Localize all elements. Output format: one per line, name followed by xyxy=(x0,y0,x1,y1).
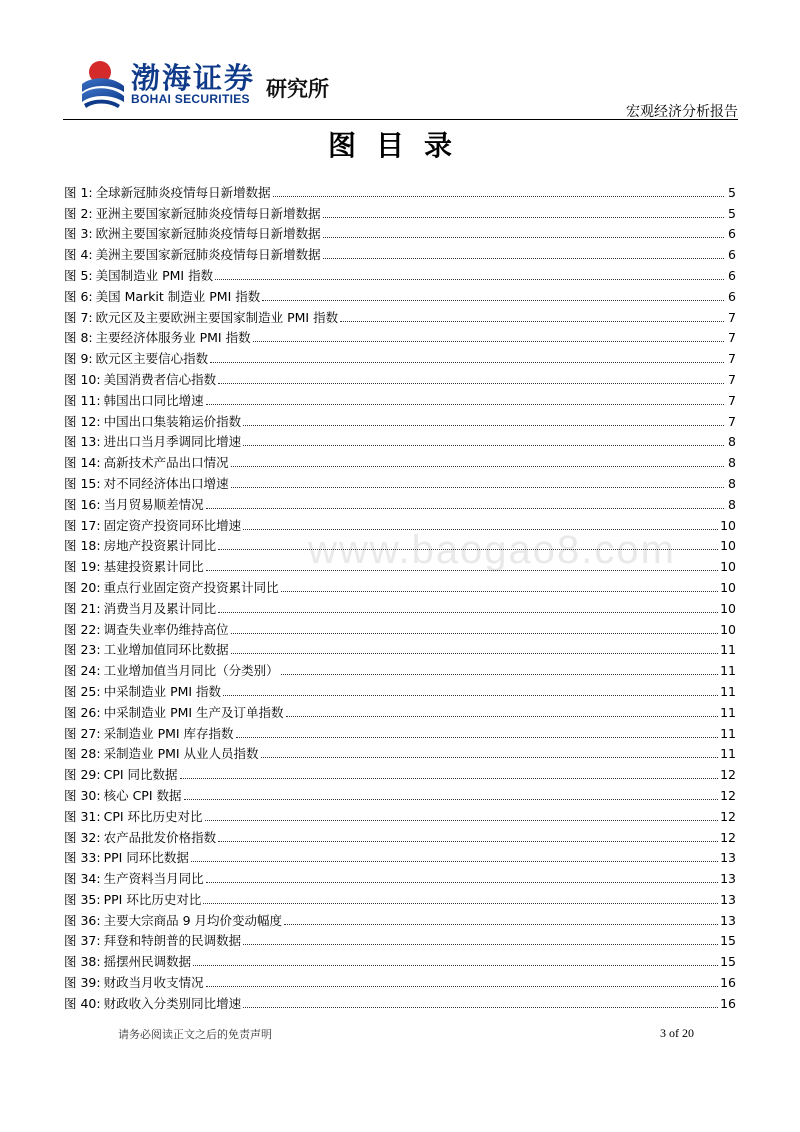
toc-dot-leader xyxy=(218,612,718,613)
toc-entry-page: 10 xyxy=(720,621,736,637)
toc-entry-label: 图 16: xyxy=(64,496,101,512)
toc-entry[interactable] xyxy=(64,284,736,305)
toc-entry[interactable] xyxy=(64,866,736,887)
toc-entry[interactable] xyxy=(64,887,736,908)
toc-entry[interactable] xyxy=(64,617,736,638)
toc-entry-title: 进出口当月季调同比增速 xyxy=(103,434,242,450)
toc-entry-label: 图 35: xyxy=(64,891,101,907)
toc-entry-title: 财政收入分类别同比增速 xyxy=(103,995,242,1011)
toc-entry-page: 12 xyxy=(720,808,736,824)
page-header xyxy=(0,0,800,125)
toc-entry-title: 欧洲主要国家新冠肺炎疫情每日新增数据 xyxy=(95,226,321,242)
toc-dot-leader xyxy=(323,217,724,218)
toc-entry-page: 8 xyxy=(728,496,736,512)
toc-entry-title: 拜登和特朗普的民调数据 xyxy=(103,933,242,949)
toc-entry[interactable] xyxy=(64,222,736,243)
toc-entry-page: 11 xyxy=(720,683,736,699)
report-type: 宏观经济分析报告 xyxy=(626,104,738,120)
toc-entry-page: 7 xyxy=(728,371,736,387)
toc-entry-label: 图 24: xyxy=(64,663,101,679)
toc-entry-title: 中采制造业 PMI 生产及订单指数 xyxy=(103,704,284,720)
toc-entry-page: 6 xyxy=(728,226,736,242)
toc-entry-label: 图 39: xyxy=(64,975,101,991)
toc-entry[interactable] xyxy=(64,388,736,409)
toc-entry-page: 8 xyxy=(728,455,736,471)
toc-entry-label: 图 11: xyxy=(64,392,101,408)
toc-entry[interactable] xyxy=(64,471,736,492)
toc-entry[interactable] xyxy=(64,762,736,783)
figure-list xyxy=(64,180,736,1012)
toc-entry-page: 10 xyxy=(720,517,736,533)
toc-entry-title: 固定资产投资同环比增速 xyxy=(103,517,242,533)
toc-dot-leader xyxy=(273,196,724,197)
toc-entry-page: 12 xyxy=(720,829,736,845)
toc-entry-page: 7 xyxy=(728,330,736,346)
toc-dot-leader xyxy=(243,944,718,945)
toc-entry[interactable] xyxy=(64,554,736,575)
toc-entry[interactable] xyxy=(64,846,736,867)
toc-entry[interactable] xyxy=(64,305,736,326)
toc-entry-page: 13 xyxy=(720,850,736,866)
toc-entry[interactable] xyxy=(64,949,736,970)
toc-entry-title: 全球新冠肺炎疫情每日新增数据 xyxy=(95,184,271,200)
toc-entry-page: 11 xyxy=(720,642,736,658)
toc-entry-title: CPI 同比数据 xyxy=(103,767,178,783)
toc-dot-leader xyxy=(261,757,719,758)
toc-entry-page: 7 xyxy=(728,351,736,367)
toc-entry-label: 图 31: xyxy=(64,808,101,824)
toc-entry-page: 16 xyxy=(720,995,736,1011)
toc-entry-page: 11 xyxy=(720,663,736,679)
toc-entry[interactable] xyxy=(64,492,736,513)
toc-entry-label: 图 30: xyxy=(64,787,101,803)
toc-entry-title: PPI 环比历史对比 xyxy=(103,891,202,907)
company-name-en: BOHAI SECURITIES xyxy=(131,92,250,106)
toc-entry-label: 图 25: xyxy=(64,683,101,699)
toc-entry-title: 房地产投资累计同比 xyxy=(103,538,217,554)
toc-entry-title: 基建投资累计同比 xyxy=(103,559,204,575)
toc-dot-leader xyxy=(284,924,718,925)
toc-entry-label: 图 37: xyxy=(64,933,101,949)
toc-entry[interactable] xyxy=(64,700,736,721)
toc-entry-label: 图 36: xyxy=(64,912,101,928)
toc-entry[interactable] xyxy=(64,638,736,659)
toc-entry-label: 图 6: xyxy=(64,288,93,304)
toc-entry-label: 图 18: xyxy=(64,538,101,554)
toc-entry[interactable] xyxy=(64,367,736,388)
header-divider xyxy=(63,119,738,120)
toc-entry-title: 采制造业 PMI 库存指数 xyxy=(103,725,234,741)
toc-entry-page: 10 xyxy=(720,559,736,575)
toc-entry-label: 图 8: xyxy=(64,330,93,346)
toc-entry[interactable] xyxy=(64,908,736,929)
toc-entry-title: 对不同经济体出口增速 xyxy=(103,475,229,491)
toc-entry[interactable] xyxy=(64,180,736,201)
company-name-cn: 渤海证券 xyxy=(131,61,256,95)
toc-dot-leader xyxy=(203,903,718,904)
toc-entry-title: 当月贸易顺差情况 xyxy=(103,496,204,512)
toc-dot-leader xyxy=(210,362,724,363)
toc-entry-title: 欧元区主要信心指数 xyxy=(95,351,209,367)
toc-entry-label: 图 4: xyxy=(64,247,93,263)
toc-entry-label: 图 17: xyxy=(64,517,101,533)
toc-entry-label: 图 26: xyxy=(64,704,101,720)
toc-entry-label: 图 10: xyxy=(64,371,101,387)
toc-entry-title: 韩国出口同比增速 xyxy=(103,392,204,408)
toc-entry-page: 7 xyxy=(728,392,736,408)
toc-entry[interactable] xyxy=(64,742,736,763)
toc-entry-page: 15 xyxy=(720,954,736,970)
toc-entry-title: 亚洲主要国家新冠肺炎疫情每日新增数据 xyxy=(95,205,321,221)
toc-entry-page: 8 xyxy=(728,475,736,491)
toc-entry-page: 6 xyxy=(728,288,736,304)
toc-entry-page: 12 xyxy=(720,767,736,783)
toc-dot-leader xyxy=(323,258,724,259)
toc-dot-leader xyxy=(236,737,719,738)
toc-entry-title: 美国消费者信心指数 xyxy=(103,371,217,387)
toc-dot-leader xyxy=(206,986,718,987)
toc-entry-title: 消费当月及累计同比 xyxy=(103,600,217,616)
toc-dot-leader xyxy=(206,508,724,509)
toc-dot-leader xyxy=(231,466,724,467)
toc-entry[interactable] xyxy=(64,346,736,367)
toc-entry[interactable] xyxy=(64,430,736,451)
toc-entry[interactable] xyxy=(64,201,736,222)
toc-entry-page: 6 xyxy=(728,247,736,263)
toc-dot-leader xyxy=(215,279,724,280)
toc-entry-label: 图 21: xyxy=(64,600,101,616)
toc-dot-leader xyxy=(218,549,718,550)
toc-entry[interactable] xyxy=(64,783,736,804)
toc-entry-page: 16 xyxy=(720,975,736,991)
toc-entry-title: 高新技术产品出口情况 xyxy=(103,455,229,471)
toc-dot-leader xyxy=(206,570,718,571)
toc-entry-label: 图 22: xyxy=(64,621,101,637)
toc-entry-page: 7 xyxy=(728,309,736,325)
toc-entry-title: 美国制造业 PMI 指数 xyxy=(95,267,214,283)
toc-entry-title: PPI 同环比数据 xyxy=(103,850,189,866)
toc-entry[interactable] xyxy=(64,991,736,1012)
toc-entry-label: 图 3: xyxy=(64,226,93,242)
toc-entry-page: 10 xyxy=(720,579,736,595)
toc-dot-leader xyxy=(184,799,719,800)
toc-entry-page: 11 xyxy=(720,704,736,720)
toc-dot-leader xyxy=(253,341,724,342)
toc-entry-label: 图 34: xyxy=(64,871,101,887)
toc-entry[interactable] xyxy=(64,804,736,825)
toc-entry-page: 12 xyxy=(720,787,736,803)
toc-dot-leader xyxy=(206,404,724,405)
toc-entry-title: 美国 Markit 制造业 PMI 指数 xyxy=(95,288,261,304)
toc-entry-page: 10 xyxy=(720,600,736,616)
toc-entry[interactable] xyxy=(64,513,736,534)
toc-dot-leader xyxy=(286,716,719,717)
toc-dot-leader xyxy=(205,820,719,821)
toc-entry-page: 8 xyxy=(728,434,736,450)
toc-entry-label: 图 32: xyxy=(64,829,101,845)
toc-entry-label: 图 38: xyxy=(64,954,101,970)
toc-entry-title: 采制造业 PMI 从业人员指数 xyxy=(103,746,259,762)
toc-entry-page: 7 xyxy=(728,413,736,429)
toc-entry-label: 图 2: xyxy=(64,205,93,221)
toc-entry-title: 调查失业率仍维持高位 xyxy=(103,621,229,637)
toc-entry-title: 美洲主要国家新冠肺炎疫情每日新增数据 xyxy=(95,247,321,263)
toc-entry-label: 图 9: xyxy=(64,351,93,367)
toc-dot-leader xyxy=(193,965,718,966)
toc-dot-leader xyxy=(323,237,724,238)
footer-disclaimer: 请务必阅读正文之后的免责声明 xyxy=(118,1028,272,1041)
toc-entry-page: 15 xyxy=(720,933,736,949)
toc-entry-label: 图 14: xyxy=(64,455,101,471)
toc-entry-title: 生产资料当月同比 xyxy=(103,871,204,887)
toc-entry[interactable] xyxy=(64,575,736,596)
toc-entry-page: 6 xyxy=(728,267,736,283)
toc-entry-label: 图 20: xyxy=(64,579,101,595)
toc-dot-leader xyxy=(206,882,718,883)
toc-entry[interactable] xyxy=(64,450,736,471)
toc-dot-leader xyxy=(243,529,718,530)
toc-dot-leader xyxy=(231,653,718,654)
toc-entry[interactable] xyxy=(64,596,736,617)
toc-entry[interactable] xyxy=(64,970,736,991)
toc-dot-leader xyxy=(180,778,719,779)
toc-entry-title: 主要大宗商品 9 月均价变动幅度 xyxy=(103,912,282,928)
toc-entry-label: 图 13: xyxy=(64,434,101,450)
toc-entry-label: 图 23: xyxy=(64,642,101,658)
toc-entry-page: 13 xyxy=(720,912,736,928)
toc-entry[interactable] xyxy=(64,242,736,263)
toc-entry-title: 摇摆州民调数据 xyxy=(103,954,192,970)
toc-entry-label: 图 5: xyxy=(64,267,93,283)
institute-name: 研究所 xyxy=(266,77,329,101)
toc-entry[interactable] xyxy=(64,721,736,742)
page-title: 图目录 xyxy=(327,129,472,162)
toc-entry[interactable] xyxy=(64,929,736,950)
toc-entry-label: 图 33: xyxy=(64,850,101,866)
toc-entry-label: 图 1: xyxy=(64,184,93,200)
toc-entry-title: 欧元区及主要欧洲主要国家制造业 PMI 指数 xyxy=(95,309,339,325)
toc-entry-page: 5 xyxy=(728,205,736,221)
toc-entry-label: 图 29: xyxy=(64,767,101,783)
toc-entry[interactable] xyxy=(64,263,736,284)
toc-dot-leader xyxy=(218,841,718,842)
watermark: www.baogao8.com xyxy=(308,528,676,572)
toc-dot-leader xyxy=(281,591,718,592)
toc-entry[interactable] xyxy=(64,679,736,700)
toc-dot-leader xyxy=(243,445,724,446)
toc-entry-title: 农产品批发价格指数 xyxy=(103,829,217,845)
bohai-logo-icon xyxy=(78,58,128,110)
toc-entry-page: 11 xyxy=(720,746,736,762)
toc-entry-label: 图 19: xyxy=(64,559,101,575)
toc-dot-leader xyxy=(218,383,724,384)
toc-entry-title: 工业增加值当月同比（分类别） xyxy=(103,663,279,679)
toc-dot-leader xyxy=(281,674,718,675)
toc-entry-label: 图 27: xyxy=(64,725,101,741)
toc-entry-page: 5 xyxy=(728,184,736,200)
toc-entry-label: 图 12: xyxy=(64,413,101,429)
toc-entry[interactable] xyxy=(64,534,736,555)
toc-entry-title: 财政当月收支情况 xyxy=(103,975,204,991)
toc-entry-title: 中采制造业 PMI 指数 xyxy=(103,683,222,699)
toc-dot-leader xyxy=(223,695,718,696)
toc-entry[interactable] xyxy=(64,658,736,679)
toc-entry-title: CPI 环比历史对比 xyxy=(103,808,203,824)
toc-dot-leader xyxy=(262,300,724,301)
toc-entry-title: 中国出口集装箱运价指数 xyxy=(103,413,242,429)
toc-entry-title: 重点行业固定资产投资累计同比 xyxy=(103,579,279,595)
toc-entry-title: 核心 CPI 数据 xyxy=(103,787,182,803)
toc-entry-title: 主要经济体服务业 PMI 指数 xyxy=(95,330,251,346)
toc-entry-label: 图 7: xyxy=(64,309,93,325)
toc-dot-leader xyxy=(243,425,724,426)
footer-page-indicator: 3 of 20 xyxy=(660,1026,694,1040)
toc-entry-page: 13 xyxy=(720,871,736,887)
toc-dot-leader xyxy=(191,861,718,862)
toc-dot-leader xyxy=(340,321,724,322)
toc-dot-leader xyxy=(231,633,718,634)
toc-entry-page: 11 xyxy=(720,725,736,741)
toc-entry-page: 10 xyxy=(720,538,736,554)
toc-entry[interactable] xyxy=(64,825,736,846)
toc-entry-title: 工业增加值同环比数据 xyxy=(103,642,229,658)
toc-dot-leader xyxy=(231,487,724,488)
toc-entry-label: 图 28: xyxy=(64,746,101,762)
toc-entry-page: 13 xyxy=(720,891,736,907)
toc-entry[interactable] xyxy=(64,326,736,347)
toc-entry-label: 图 40: xyxy=(64,995,101,1011)
toc-entry[interactable] xyxy=(64,409,736,430)
toc-entry-label: 图 15: xyxy=(64,475,101,491)
toc-dot-leader xyxy=(243,1007,718,1008)
